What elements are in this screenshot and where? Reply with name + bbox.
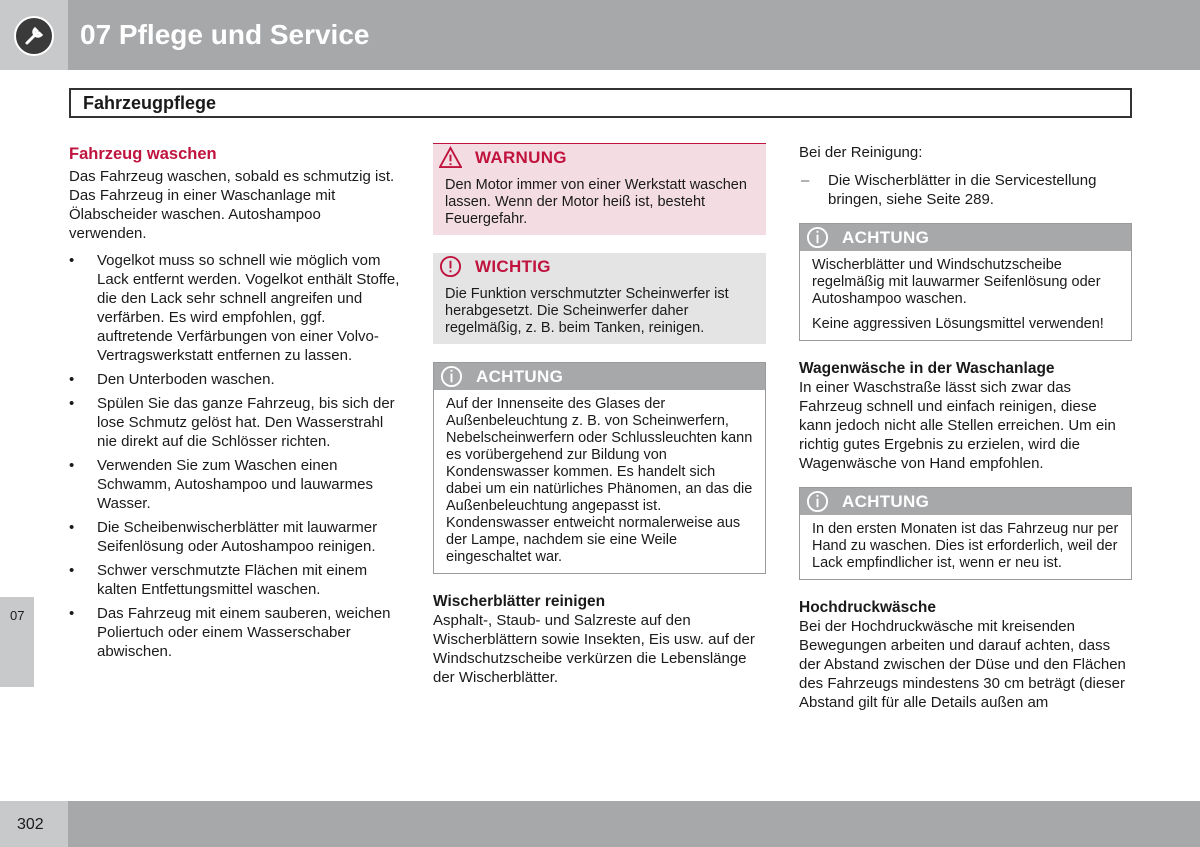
warning-text: Den Motor immer von einer Werkstatt waschen lassen. Wenn der Motor heiß ist, besteht Feuergefahr. <box>445 177 747 227</box>
list-item: • Vogelkot muss so schnell wie möglich vom Lack entfernt werden. Vogelkot enthält Stoffe, die den Lack sehr schnell angreifen und verfärben. Es wird empfohlen, ggf. auftretende Verfärbungen von einer Volvo-Vertragswerkstatt entfernen zu lassen. <box>69 252 400 364</box>
heading-pressure-wash: Hochdruckwäsche <box>799 599 936 616</box>
bullet-icon: • <box>69 252 75 269</box>
attention-text: Wischerblätter und Windschutzscheibe regelmäßig mit lauwarmer Seifenlösung oder Autoshampoo waschen. <box>812 257 1101 307</box>
attention-box-wipers <box>799 223 1132 341</box>
bullet-icon: • <box>69 371 75 388</box>
header-corner <box>0 0 68 70</box>
attention-label: ACHTUNG <box>476 367 564 386</box>
exclamation-circle-icon <box>439 255 462 278</box>
carwash-text: In einer Waschstraße lässt sich zwar das Fahrzeug schnell und einfach reinigen, diese kann jedoch nicht alle Stellen erreichen. Um ein richtig gutes Ergebnis zu erzielen, wird die Wagenwäsche von Hand empfohlen. <box>799 379 1116 472</box>
attention-text: Keine aggressiven Lösungsmittel verwenden! <box>812 316 1104 332</box>
heading-car-wash-station: Wagenwäsche in der Waschanlage <box>799 360 1055 377</box>
attention-box-new-paint <box>799 487 1132 580</box>
bullet-icon: • <box>69 457 75 474</box>
wash-bullet-list <box>69 251 402 661</box>
wiper-text: Asphalt-, Staub- und Salzreste auf den Wischerblättern sowie Insekten, Eis usw. auf der Windschutzscheibe verkürzen die Lebenslänge der Wischerblätter. <box>433 612 755 686</box>
wrench-icon <box>14 16 54 56</box>
list-item: • Die Scheibenwischerblätter mit lauwarmer Seifenlösung oder Autoshampoo reinigen. <box>69 519 378 555</box>
attention-text: In den ersten Monaten ist das Fahrzeug nur per Hand zu waschen. Dies ist erforderlich, weil der Lack empfindlicher ist, wenn er neu ist. <box>812 521 1119 571</box>
cleaning-intro: Bei der Reinigung: <box>799 144 923 161</box>
bullet-icon: • <box>69 562 75 579</box>
list-item: – Die Wischerblätter in die Servicestellung bringen, siehe Seite 289. <box>801 172 1097 208</box>
chapter-tab-label: 07 <box>10 608 25 623</box>
cleaning-steps <box>799 171 1132 209</box>
attention-label: ACHTUNG <box>842 492 930 511</box>
chapter-title: 07 Pflege und Service <box>80 19 370 50</box>
column-1 <box>69 143 402 666</box>
list-item: • Spülen Sie das ganze Fahrzeug, bis sich der lose Schmutz gelöst hat. Den Wasserstrahl nie direkt auf die Schlösser richten. <box>69 395 395 450</box>
column-3 <box>799 143 1132 712</box>
warning-box <box>433 143 766 235</box>
column-2 <box>433 143 766 687</box>
chapter-tab <box>0 597 34 687</box>
info-circle-icon <box>440 365 463 388</box>
footer-bar <box>68 801 1200 847</box>
section-header <box>69 88 1132 118</box>
heading-car-wash: Fahrzeug waschen <box>69 145 217 163</box>
attention-box <box>433 362 766 574</box>
heading-wiper-cleaning: Wischerblätter reinigen <box>433 593 606 610</box>
list-item: • Den Unterboden waschen. <box>69 371 275 388</box>
warning-label: WARNUNG <box>475 148 567 167</box>
pressure-text: Bei der Hochdruckwäsche mit kreisenden Bewegungen arbeiten und darauf achten, dass der Abstand zwischen der Düse und den Flächen des Fahrzeugs mindestens 30 cm beträgt (dieser Abstand gilt für alle Details außen am <box>799 618 1126 711</box>
section-title: Fahrzeugpflege <box>83 93 217 113</box>
warning-triangle-icon <box>439 146 462 169</box>
attention-label: ACHTUNG <box>842 228 930 247</box>
attention-text: Auf der Innenseite des Glases der Außenbeleuchtung z. B. von Scheinwerfern, Nebelscheinwerfern oder Schlussleuchten kann es vorübergehend zur Bildung von Kondenswasser kommen. Es handelt sich dabei um ein natürliches Phänomen, an das die Außenbeleuchtung angepasst ist. Kondenswasser entweicht normalerweise aus der Lampe, nachdem sie eine Weile eingeschaltet war. <box>446 396 753 565</box>
list-item: • Schwer verschmutzte Flächen mit einem kalten Entfettungsmittel waschen. <box>69 562 368 598</box>
info-circle-icon <box>806 490 829 513</box>
list-item: • Verwenden Sie zum Waschen einen Schwamm, Autoshampoo und lauwarmes Wasser. <box>69 457 373 512</box>
bullet-icon: • <box>69 519 75 536</box>
important-label: WICHTIG <box>475 257 551 276</box>
important-text: Die Funktion verschmutzter Scheinwerfer ist herabgesetzt. Die Scheinwerfer daher regelmäßig, z. B. beim Tanken, reinigen. <box>445 286 729 336</box>
info-circle-icon <box>806 226 829 249</box>
list-item: • Das Fahrzeug mit einem sauberen, weichen Poliertuch oder einem Wasserschaber abwischen. <box>69 605 391 660</box>
page-number: 302 <box>17 816 44 833</box>
important-box <box>433 253 766 344</box>
bullet-icon: • <box>69 605 75 622</box>
intro-text: Das Fahrzeug waschen, sobald es schmutzig ist. Das Fahrzeug in einer Waschanlage mit Ölabscheider waschen. Autoshampoo verwenden. <box>69 168 395 242</box>
bullet-icon: • <box>69 395 75 412</box>
